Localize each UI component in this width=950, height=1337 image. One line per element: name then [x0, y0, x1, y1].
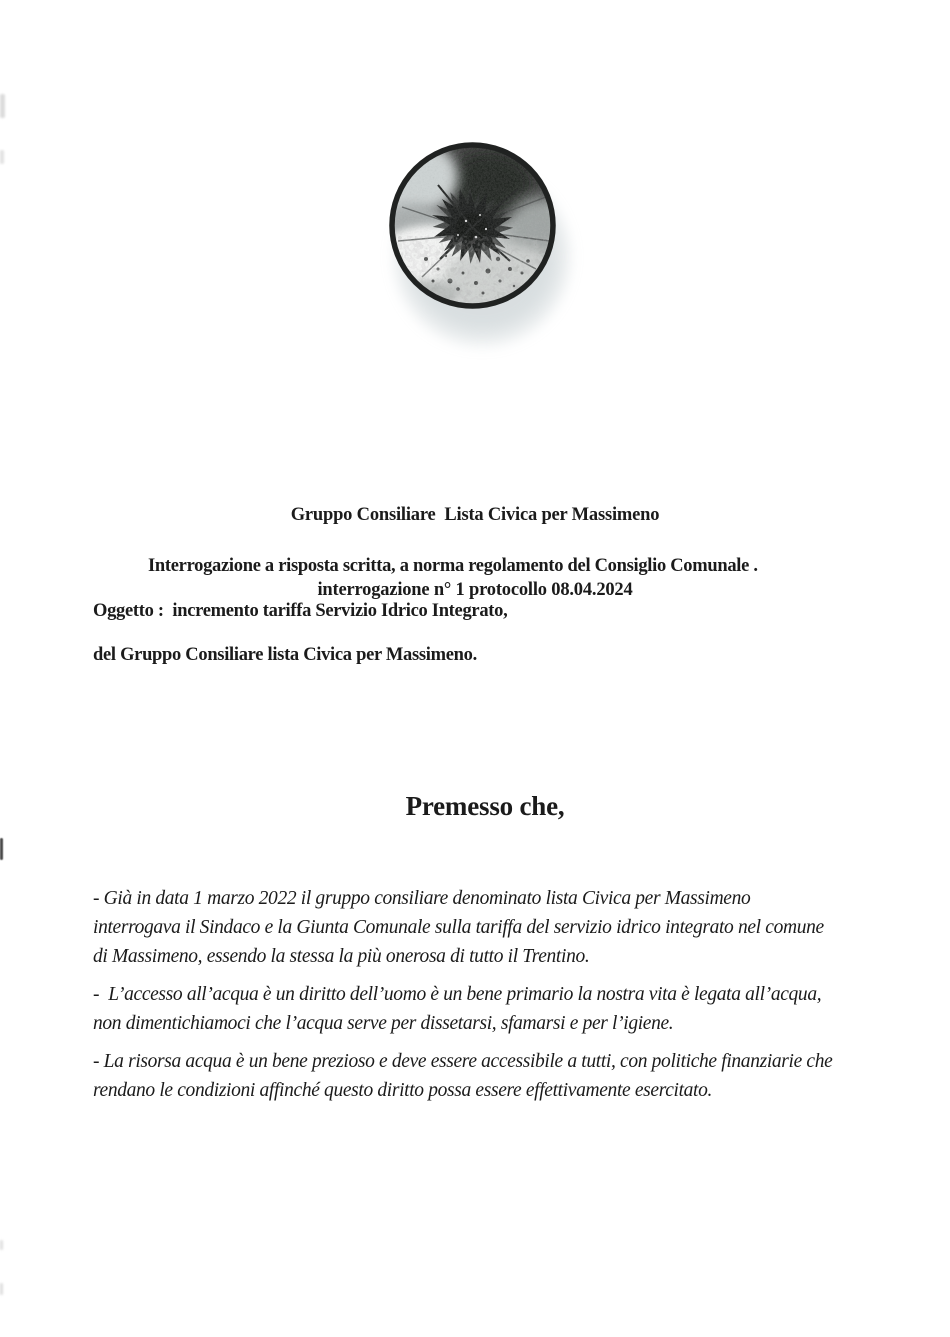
subject-line-1: Oggetto : incremento tariffa Servizio Idrico Integrato,	[93, 601, 508, 621]
photo-texture	[388, 141, 557, 310]
premise-paragraph-1	[93, 884, 903, 971]
header-line-1: Gruppo Consiliare Lista Civica per Massimeno	[290, 505, 660, 525]
section-heading: Premesso che,	[405, 791, 565, 821]
paragraph-line: non dimentichiamoci che l’acqua serve per dissetarsi, sfamarsi e per l’igiene.	[93, 1013, 674, 1034]
paragraph-line: di Massimeno, essendo la stessa la più onerosa di tutto il Trentino.	[93, 946, 590, 967]
premise-paragraphs	[93, 884, 903, 1114]
scan-artifact	[0, 838, 3, 860]
scan-artifact	[0, 1240, 3, 1250]
header-line-2: interrogazione n° 1 protocollo 08.04.2024	[317, 580, 633, 600]
circular-photo-emblem	[388, 141, 557, 310]
paragraph-line: - Già in data 1 marzo 2022 il gruppo consiliare denominato lista Civica per Massimeno	[93, 888, 751, 909]
paragraph-line: - La risorsa acqua è un bene prezioso e deve essere accessibile a tutti, con politiche finanziarie che	[93, 1051, 833, 1072]
document-header	[0, 453, 950, 653]
scan-artifact	[0, 1283, 3, 1295]
scan-artifact	[0, 94, 5, 118]
paragraph-line: interrogava il Sindaco e la Giunta Comunale sulla tariffa del servizio idrico integrato nel comune	[93, 917, 824, 938]
scan-artifact	[0, 150, 4, 164]
subject-line-2: del Gruppo Consiliare lista Civica per Massimeno.	[93, 645, 477, 665]
paragraph-line: - L’accesso all’acqua è un diritto dell’uomo è un bene primario la nostra vita è legata all’acqua,	[93, 984, 822, 1005]
premise-paragraph-2	[93, 980, 903, 1038]
intro-line: Interrogazione a risposta scritta, a norma regolamento del Consiglio Comunale .	[148, 556, 758, 576]
paragraph-line: rendano le condizioni affinché questo diritto possa essere effettivamente esercitato.	[93, 1080, 713, 1101]
premise-paragraph-3	[93, 1047, 903, 1105]
